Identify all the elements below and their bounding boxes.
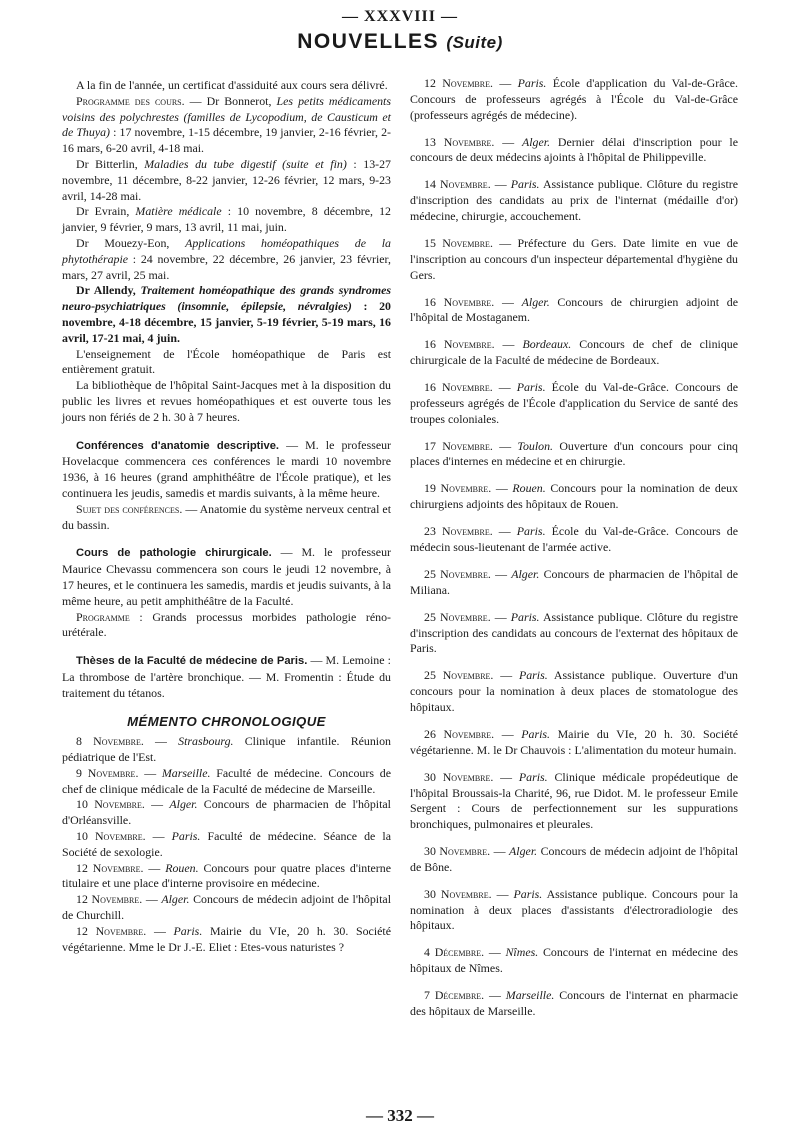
pathologie-text: — M. le professeur Maurice Chevassu commencera son cours le jeudi 12 novembre, à 17 heures, et le continuera les samedis, mardis et jeudis suivants, à la même heure, au petit amphithéâtre de la Faculté. bbox=[62, 545, 391, 608]
memento-entry: 7 Décembre. — Marseille. Concours de l'internat en pharmacie des hôpitaux de Marseille. bbox=[410, 988, 738, 1019]
conferences-text: — M. le professeur Hovelacque commencera ces conférences le mardi 10 novembre 1936, à 16 heures (grand amphithéâtre de l'École pratique), et les continuera les jeudis, samedis et mardis suivants, à la même heure. bbox=[62, 437, 392, 500]
programme-lecturer: — Dr Bonnerot, bbox=[184, 93, 277, 108]
section-title-suite: (Suite) bbox=[446, 33, 503, 52]
paragraph-mouezy bbox=[62, 236, 391, 283]
entry-date: 14 Novembre. bbox=[424, 177, 491, 192]
lecturer-name: Dr Bitterlin, bbox=[76, 156, 145, 171]
entry-city: Marseille. bbox=[505, 988, 555, 1003]
entry-date: 10 Novembre. bbox=[76, 797, 145, 812]
entry-date: 12 Novembre. bbox=[76, 923, 147, 938]
entry-text: Assistance publique. Clôture du registre d'inscription des candidats au concours de l'externat des hôpitaux de Paris. bbox=[410, 609, 738, 656]
entry-date: 23 Novembre. bbox=[424, 524, 493, 539]
programme-dates: : 17 novembre, 1-15 décembre, 19 janvier, 2-16 février, 2-16 mars, 6-20 avril, 4-18 mai. bbox=[62, 125, 391, 156]
paragraph-programme-2 bbox=[62, 610, 391, 642]
paragraph-theses bbox=[62, 653, 391, 701]
paragraph-bitterlin bbox=[62, 157, 391, 204]
entry-city: Strasbourg. bbox=[178, 734, 234, 749]
memento-entry: 9 Novembre. — Marseille. Faculté de médecine. Concours de chef de clinique médicale de la Faculté de médecine de Marseille. bbox=[62, 765, 391, 796]
entry-date: 8 Novembre. bbox=[76, 734, 144, 749]
theses-heading: Thèses de la Faculté de médecine de Paris. bbox=[76, 655, 308, 668]
page-number: — 332 — bbox=[366, 1106, 434, 1125]
entry-text: Concours de médecin adjoint de l'hôpital de Churchill. bbox=[62, 892, 391, 923]
right-column bbox=[410, 76, 738, 1031]
entry-city: Paris. bbox=[516, 524, 546, 539]
paragraph-sujet bbox=[62, 502, 391, 534]
entry-date: 19 Novembre. bbox=[424, 481, 492, 496]
entry-text: Mairie du VIe, 20 h. 30. Société végétarienne. M. le Dr Chauvois : L'alimentation du moteur humain. bbox=[410, 726, 738, 757]
memento-entry: 10 Novembre. — Paris. Faculté de médecine. Séance de la Société de sexologie. bbox=[62, 829, 391, 859]
memento-entry: 8 Novembre. — Strasbourg. Clinique infantile. Réunion pédiatrique de l'Est. bbox=[62, 734, 391, 765]
paragraph-evrain bbox=[62, 204, 391, 236]
course-title: Traitement homéopathique des grands syndromes neuro-psychiatriques (insomnie, épilepsie, névralgies) bbox=[62, 283, 391, 314]
entry-city: Paris. bbox=[513, 886, 543, 901]
memento-entry: 15 Novembre. — Préfecture du Gers. Date limite en vue de l'inscription au concours d'un inspecteur départemental d'hygiène du Gers. bbox=[410, 235, 738, 282]
programme-course-title: Les petits médicaments voisins des polychrestes (familles de Lycopodium, de Causticum et de Thuya) bbox=[62, 93, 391, 140]
sujet-label: Sujet des conférences. bbox=[76, 501, 183, 516]
memento-entry: 12 Novembre. — Rouen. Concours pour quatre places d'interne titulaire et une place d'interne provisoire en médecine. bbox=[62, 860, 391, 891]
entry-text: Faculté de médecine. Concours de chef de clinique médicale de la Faculté de médecine de Marseille. bbox=[62, 765, 391, 796]
entry-text: Concours de chef de clinique chirurgicale de la Faculté de médecine de Bordeaux. bbox=[410, 337, 738, 368]
entry-date: 16 Novembre. bbox=[424, 294, 495, 309]
course-dates: : 10 novembre, 8 décembre, 12 janvier, 9 février, 9 mars, 13 avril, 11 mai, juin. bbox=[62, 204, 391, 235]
entry-city: Paris. bbox=[521, 726, 550, 741]
memento-entry: 16 Novembre. — Bordeaux. Concours de chef de clinique chirurgicale de la Faculté de médecine de Bordeaux. bbox=[410, 337, 738, 368]
memento-entry: 25 Novembre. — Paris. Assistance publique. Ouverture d'un concours pour la nomination à deux places de stomatologue des hôpitaux. bbox=[410, 668, 738, 714]
pathologie-heading: Cours de pathologie chirurgicale. bbox=[76, 547, 272, 560]
entry-city: Paris. bbox=[510, 177, 540, 192]
entry-date: 17 Novembre. bbox=[424, 438, 493, 453]
lecturer-name: Dr Evrain, bbox=[76, 204, 136, 219]
theses-text: — M. Lemoine : La thrombose de l'artère bronchique. — M. Fromentin : Étude du traitement du tétanos. bbox=[62, 653, 391, 700]
entry-text: Concours de l'internat en médecine des hôpitaux de Nîmes. bbox=[410, 945, 738, 976]
entry-text: Concours de chirurgien adjoint de l'hôpital de Mostaganem. bbox=[410, 294, 738, 325]
entry-date: 10 Novembre. bbox=[76, 829, 146, 844]
course-title: Applications homéopathiques de la phytothérapie bbox=[62, 235, 391, 266]
entry-city: Paris. bbox=[518, 769, 548, 784]
paragraph-conferences bbox=[62, 438, 391, 502]
paragraph-bibliotheque: La bibliothèque de l'hôpital Saint-Jacques met à la disposition du public les livres et revues homéopathiques et est ouverte tous les jours non fériés de 2 h. 30 à 7 heures. bbox=[62, 378, 391, 424]
entry-text: École d'application du Val-de-Grâce. Concours de professeurs agrégés à l'École du Val-de-Grâce (professeurs agrégés de médecine). bbox=[410, 76, 738, 122]
entry-text: Concours de l'internat en pharmacie des hôpitaux de Marseille. bbox=[410, 988, 738, 1019]
memento-entry: 10 Novembre. — Alger. Concours de pharmacien de l'hôpital d'Orléansville. bbox=[62, 797, 391, 828]
memento-entry: 17 Novembre. — Toulon. Ouverture d'un concours pour cinq places d'internes en médecine et en chirurgie. bbox=[410, 438, 738, 469]
entry-date: 12 Novembre. bbox=[76, 892, 143, 907]
conferences-heading: Conférences d'anatomie descriptive. bbox=[76, 439, 280, 452]
programme-label: Programme des cours. bbox=[76, 93, 185, 108]
entry-text: Concours de pharmacien de l'hôpital d'Orléansville. bbox=[62, 797, 391, 828]
entry-city: Alger. bbox=[161, 892, 190, 907]
entry-date: 7 Décembre. bbox=[424, 988, 485, 1003]
entry-text: Dernier délai d'inscription pour le concours de deux médecins ajoints à l'hôpital de Philippeville. bbox=[410, 134, 738, 165]
programme-2-label: Programme bbox=[76, 609, 130, 624]
entry-date: 25 Novembre. bbox=[424, 609, 491, 624]
entry-date: 25 Novembre. bbox=[424, 567, 491, 581]
entry-city: Paris. bbox=[173, 923, 203, 938]
entry-city: Paris. bbox=[517, 76, 547, 90]
entry-date: 30 Novembre. bbox=[424, 886, 492, 901]
memento-entry: 30 Novembre. — Paris. Clinique médicale propédeutique de l'hôpital Broussais-la Charité, 96, rue Didot. M. le professeur Emile Sergent : Cours de perfectionnement sur les suppurations bronchiques, pulmonaires et pleurales. bbox=[410, 769, 738, 832]
course-title: Matière médicale bbox=[135, 204, 222, 219]
entry-city: Marseille. bbox=[161, 765, 211, 780]
programme-2-text: : Grands processus morbides pathologie réno-urétérale. bbox=[62, 609, 391, 640]
entry-city: Rouen. bbox=[165, 860, 199, 875]
memento-entry: 13 Novembre. — Alger. Dernier délai d'inscription pour le concours de deux médecins ajoints à l'hôpital de Philippeville. bbox=[410, 134, 738, 165]
entry-date: 12 Novembre. bbox=[424, 76, 493, 90]
entry-date: 15 Novembre. bbox=[424, 235, 493, 250]
entry-city: Alger. bbox=[169, 797, 198, 812]
entry-city: Alger. bbox=[521, 294, 550, 309]
entry-date: 25 Novembre. bbox=[424, 668, 494, 683]
roman-page-number: — XXXVIII — bbox=[342, 8, 458, 25]
entry-date: 30 Novembre. bbox=[424, 769, 494, 784]
entry-city: Nîmes. bbox=[505, 945, 539, 960]
entry-text: École du Val-de-Grâce. Concours de professeurs agrégés de l'École d'application du Service de santé des troupes coloniales. bbox=[410, 380, 738, 426]
entry-city: Paris. bbox=[510, 609, 540, 624]
entry-text: Concours de pharmacien de l'hôpital de Miliana. bbox=[410, 567, 739, 597]
entry-text: Ouverture d'un concours pour cinq places d'internes en médecine et en chirurgie. bbox=[410, 438, 738, 469]
entry-city: Paris. bbox=[518, 668, 548, 683]
section-title-text: NOUVELLES bbox=[297, 30, 440, 53]
entry-city: Alger. bbox=[521, 134, 551, 149]
entry-text: Préfecture du Gers. Date limite en vue de l'inscription au concours d'un inspecteur départemental d'hygiène du Gers. bbox=[410, 235, 738, 282]
memento-heading: MÉMENTO CHRONOLOGIQUE bbox=[127, 714, 326, 730]
entry-text: Assistance publique. Concours pour la nomination à deux places d'assistants d'électroradiologie des hôpitaux. bbox=[410, 886, 738, 933]
page-header bbox=[0, 8, 800, 54]
memento-entry: 25 Novembre. — Alger. Concours de pharmacien de l'hôpital de Miliana. bbox=[410, 567, 739, 597]
memento-entry: 12 Novembre. — Paris. École d'application du Val-de-Grâce. Concours de professeurs agrégés à l'École du Val-de-Grâce (professeurs agrégés de médecine). bbox=[410, 76, 738, 122]
entry-city: Alger. bbox=[511, 567, 540, 581]
entry-text: Concours pour la nomination de deux chirurgiens adjoints des hôpitaux de Rouen. bbox=[410, 481, 738, 512]
course-dates: : 13-27 novembre, 11 décembre, 8-22 janvier, 12-26 février, 12 mars, 9-23 avril, 14-28 mai. bbox=[62, 156, 391, 203]
entry-city: Rouen. bbox=[512, 481, 546, 496]
memento-entry: 16 Novembre. — Paris. École du Val-de-Grâce. Concours de professeurs agrégés de l'École d'application du Service de santé des troupes coloniales. bbox=[410, 380, 738, 426]
memento-entry: 19 Novembre. — Rouen. Concours pour la nomination de deux chirurgiens adjoints des hôpitaux de Rouen. bbox=[410, 481, 738, 512]
memento-entry: 14 Novembre. — Paris. Assistance publique. Clôture du registre d'inscription des candidats au prix de l'internat (médaille d'or) médecine, chirurgie, accouchement. bbox=[410, 177, 738, 223]
section-title bbox=[0, 30, 800, 54]
memento-entry: 23 Novembre. — Paris. École du Val-de-Grâce. Concours de médecin sous-lieutenant de l'armée active. bbox=[410, 524, 738, 555]
entry-text: Clinique infantile. Réunion pédiatrique de l'Est. bbox=[62, 734, 391, 765]
memento-entry: 26 Novembre. — Paris. Mairie du VIe, 20 h. 30. Société végétarienne. M. le Dr Chauvois : L'alimentation du moteur humain. bbox=[410, 726, 738, 757]
course-dates: : 20 novembre, 4-18 décembre, 15 janvier, 5-19 février, 5-19 mars, 16 avril, 17-21 mai, 4 juin. bbox=[62, 299, 392, 345]
entry-date: 16 Novembre. bbox=[424, 337, 495, 352]
course-dates: : 24 novembre, 22 décembre, 26 janvier, 23 février, mars, 27 avril, 25 mai. bbox=[62, 251, 391, 282]
entry-city: Paris. bbox=[516, 380, 546, 395]
entry-text: Concours de médecin adjoint de l'hôpital de Bône. bbox=[410, 844, 738, 874]
memento-entry: 12 Novembre. — Paris. Mairie du VIe, 20 h. 30. Société végétarienne. Mme le Dr J.-E. Eliet : Etes-vous naturistes ? bbox=[62, 923, 391, 954]
paragraph-programme bbox=[62, 94, 391, 157]
entry-text: École du Val-de-Grâce. Concours de médecin sous-lieutenant de l'armée active. bbox=[410, 524, 738, 555]
memento-entry: 30 Novembre. — Alger. Concours de médecin adjoint de l'hôpital de Bône. bbox=[410, 844, 738, 874]
memento-entry: 12 Novembre. — Alger. Concours de médecin adjoint de l'hôpital de Churchill. bbox=[62, 892, 391, 923]
entry-text: Assistance publique. Clôture du registre d'inscription des candidats au prix de l'internat (médaille d'or) médecine, chirurgie, accouchement. bbox=[410, 177, 738, 223]
entry-date: 9 Novembre. bbox=[76, 765, 139, 780]
lecturer-name: Dr Allendy, bbox=[76, 283, 141, 298]
entry-text: Faculté de médecine. Séance de la Société de sexologie. bbox=[62, 829, 391, 859]
entry-city: Toulon. bbox=[517, 438, 554, 453]
paragraph-certificat: A la fin de l'année, un certificat d'assiduité aux cours sera délivré. bbox=[76, 78, 388, 92]
sujet-text: — Anatomie du système nerveux central et du bassin. bbox=[62, 501, 391, 532]
memento-entry: 16 Novembre. — Alger. Concours de chirurgien adjoint de l'hôpital de Mostaganem. bbox=[410, 294, 738, 325]
paragraph-allendy bbox=[62, 283, 391, 346]
course-title: Maladies du tube digestif (suite et fin) bbox=[144, 156, 347, 171]
paragraph-pathologie bbox=[62, 545, 391, 609]
entry-date: 16 Novembre. bbox=[424, 380, 493, 395]
entry-text: Mairie du VIe, 20 h. 30. Société végétarienne. Mme le Dr J.-E. Eliet : Etes-vous naturistes ? bbox=[62, 923, 391, 954]
entry-city: Alger. bbox=[509, 844, 538, 859]
entry-date: 30 Novembre. bbox=[424, 844, 491, 859]
memento-entry: 4 Décembre. — Nîmes. Concours de l'internat en médecine des hôpitaux de Nîmes. bbox=[410, 945, 738, 976]
memento-entry: 25 Novembre. — Paris. Assistance publique. Clôture du registre d'inscription des candidats au concours de l'externat des hôpitaux de Paris. bbox=[410, 609, 738, 656]
entry-city: Bordeaux. bbox=[522, 337, 572, 352]
entry-date: 12 Novembre. bbox=[76, 860, 144, 875]
entry-text: Assistance publique. Ouverture d'un concours pour la nomination à deux places de stomatologue des hôpitaux. bbox=[410, 668, 738, 714]
entry-text: Clinique médicale propédeutique de l'hôpital Broussais-la Charité, 96, rue Didot. M. le professeur Emile Sergent : Cours de perfectionnement sur les suppurations bronchiques, pulmonaires et pleurales. bbox=[410, 769, 738, 832]
left-column bbox=[62, 78, 391, 955]
entry-date: 26 Novembre. bbox=[424, 726, 495, 741]
entry-city: Paris. bbox=[171, 829, 201, 844]
paragraph-enseignement: L'enseignement de l'École homéopathique de Paris est entièrement gratuit. bbox=[62, 346, 391, 377]
lecturer-name: Dr Mouezy-Eon, bbox=[76, 235, 186, 250]
entry-date: 13 Novembre. bbox=[424, 134, 495, 149]
entry-date: 4 Décembre. bbox=[424, 945, 485, 960]
entry-text: Concours pour quatre places d'interne titulaire et une place d'interne provisoire en médecine. bbox=[62, 860, 391, 891]
memento-entry: 30 Novembre. — Paris. Assistance publique. Concours pour la nomination à deux places d'assistants d'électroradiologie des hôpitaux. bbox=[410, 886, 738, 933]
